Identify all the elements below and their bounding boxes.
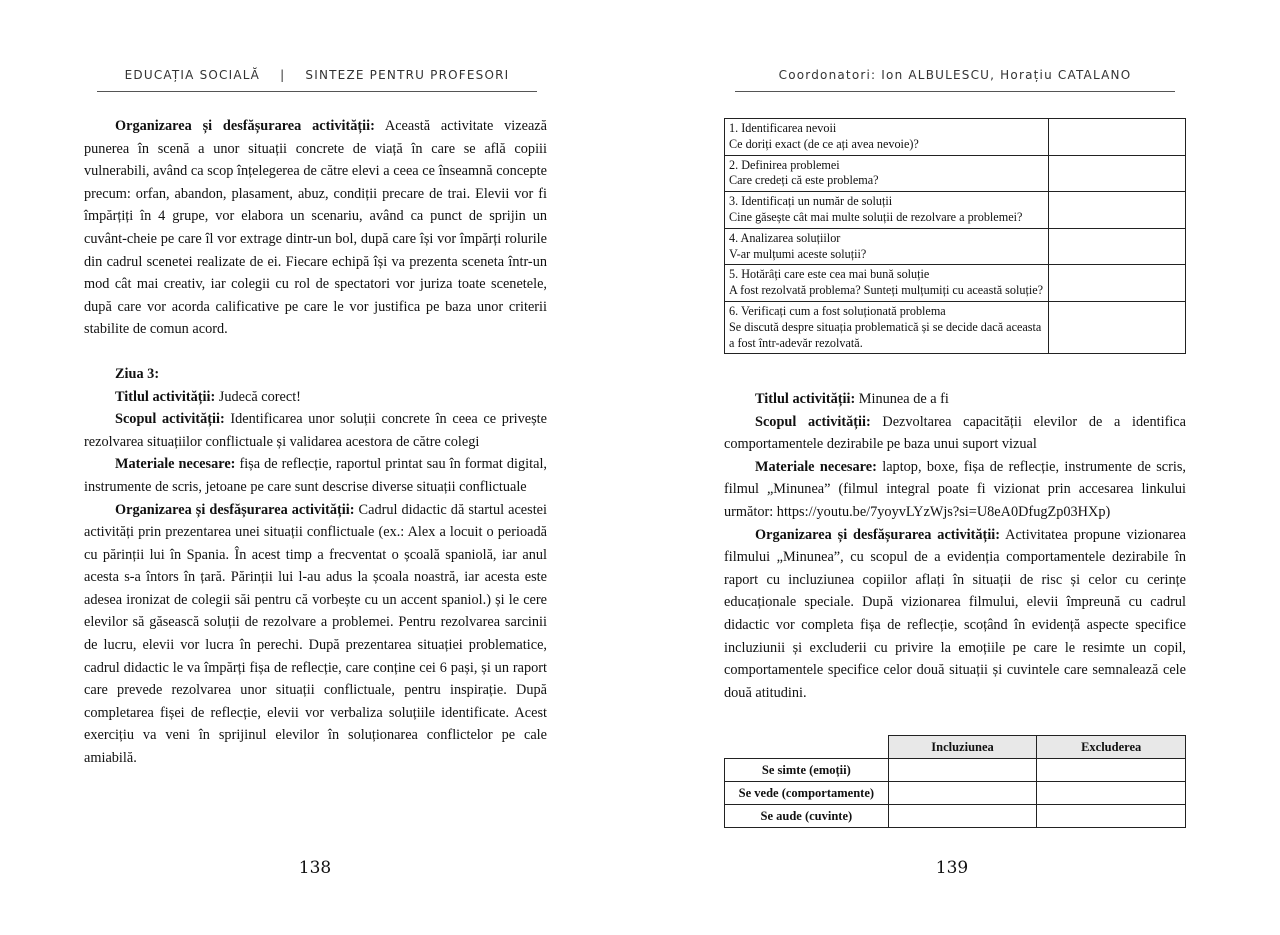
header-rule-left: [97, 91, 537, 92]
org-text: Cadrul didactic dă startul acestei activități prin prezentarea unei situații conflictuale (ex.: Alex a locuit o perioadă cu părinții lui în Spania. În acest timp a frecventat o școală spaniolă, iar anul acesta s-a întors în țară. Părinții lui l-au adus la școala noastră, iar acesta este adesea ironizat de colegii săi pentru că vorbește cu un accent spaniol.) și le cere elevilor să găsească soluții de rezolvare a problemei. Pentru rezolvarea sarcinii de lucru, elevii vor lucra în perechi. După prezentarea situației problematice, cadrul didactic le va împărți fișa de reflecție, care conține cei 6 pași, și un raport care prevede rezolvarea unor situații conflictuale, pentru inspirație. După completarea fișei de reflecție, elevii vor verbaliza soluțiile identificate. Acest exercițiu va veni în sprijinul elevilor în soluționarea conflictelor pe cale amiabilă.: [84, 501, 548, 767]
step-description-cell: [725, 192, 1049, 229]
inclusion-exclusion-table: [724, 735, 1186, 828]
step-answer-cell: [1049, 301, 1186, 353]
table-corner-cell: [725, 736, 889, 759]
paragraph-title: [84, 386, 547, 409]
step-answer-cell: [1049, 228, 1186, 265]
scope-text: Dezvoltarea capacității elevilor de a identifica comportamentele dezirabile pe baza unui suport vizual: [724, 413, 1186, 453]
table-row: [725, 301, 1186, 353]
table-cell-empty: [1037, 805, 1186, 828]
step-answer-cell: [1049, 119, 1186, 156]
step-description-cell: [725, 228, 1049, 265]
row-header-hears: Se aude (cuvinte): [725, 805, 889, 828]
table-row: [725, 759, 1186, 782]
table-cell-empty: [888, 782, 1037, 805]
table-cell-empty: [1037, 759, 1186, 782]
page-number-left: 138: [298, 858, 332, 878]
step-answer-cell: [1049, 155, 1186, 192]
step-question: Ce doriți exact (de ce ați avea nevoie)?: [729, 136, 919, 151]
table-row: [725, 155, 1186, 192]
step-question: Se discută despre situația problematică și se decide dacă aceasta a fost într-adevăr rezolvată.: [729, 319, 1042, 350]
scope-label: Scopul activității:: [755, 413, 871, 430]
paragraph-scope: [84, 408, 547, 453]
left-body-text: [84, 115, 547, 770]
page-number-right: 139: [935, 858, 969, 878]
paragraph-materials: [84, 453, 547, 498]
step-description-cell: [725, 265, 1049, 302]
step-title: 2. Definirea problemei: [729, 157, 840, 172]
paragraph-materials: [724, 456, 1186, 524]
paragraph-scope: [724, 411, 1186, 456]
step-title: 4. Analizarea soluțiilor: [729, 230, 841, 245]
table-row: [725, 782, 1186, 805]
table-row: [725, 805, 1186, 828]
paragraph-organization-intro: [84, 115, 547, 341]
scope-text: Identificarea unor soluții concrete în ceea ce privește rezolvarea situațiilor conflictuale și validarea acestora de către colegi: [84, 411, 547, 450]
step-question: V-ar mulțumi aceste soluții?: [729, 246, 867, 261]
step-title: 5. Hotărâți care este cea mai bună soluție: [729, 267, 930, 282]
step-description-cell: [725, 301, 1049, 353]
organization-label: Organizarea și desfășurarea activității:: [115, 118, 375, 134]
paragraph-title: [724, 388, 1186, 411]
org-label: Organizarea și desfășurarea activității:: [755, 526, 1001, 543]
title-text: Judecă corect!: [215, 388, 301, 405]
step-title: 6. Verificați cum a fost soluționată problema: [729, 303, 946, 318]
step-question: Cine găsește cât mai multe soluții de rezolvare a problemei?: [729, 209, 1023, 224]
table-cell-empty: [888, 805, 1037, 828]
running-head-right: Coordonatori: Ion ALBULESCU, Horațiu CATALANO: [778, 68, 1132, 82]
org-label: Organizarea și desfășurarea activității:: [115, 501, 355, 518]
title-label: Titlul activității:: [755, 391, 856, 407]
title-label: Titlul activității:: [115, 388, 216, 405]
materials-label: Materiale necesare:: [115, 456, 236, 473]
title-text: Minunea de a fi: [855, 391, 949, 407]
table-cell-empty: [1037, 782, 1186, 805]
table-cell-empty: [888, 759, 1037, 782]
paragraph-organization: [84, 499, 547, 770]
materials-text: fișa de reflecție, raportul printat sau în format digital, instrumente de scris, jetoane pe care sunt descrise diverse situații conflictuale: [84, 456, 547, 495]
materials-label: Materiale necesare:: [755, 458, 877, 475]
table-row: [725, 228, 1186, 265]
organization-text: Această activitate vizează punerea în scenă a unor situații concrete de viață în care se află copiii vulnerabili, având ca scop înțelegerea de către elevi a ceea ce înseamnă concepte precum: orfan, abandon, plasament, abuz, condiții precare de trai. Elevii vor fi împărțiți în 4 grupe, vor elabora un scenariu, având ca punct de sprijin un cuvânt-cheie pe care îl vor extrage dintr-un bol, după care își vor împărți rolurile din cadrul scenetei realizate de ei. Fiecare echipă își va prezenta sceneta într-un mod cât mai creativ, iar colegii cu rol de spectatori vor juriza toate scenetele, după care vor acorda calificative pe care le vor justifica pe baza unor criterii stabilite de comun acord.: [84, 118, 547, 338]
step-description-cell: [725, 155, 1049, 192]
column-header-inclusion: Incluziunea: [888, 736, 1037, 759]
step-title: 1. Identificarea nevoii: [729, 121, 837, 135]
reflection-steps-table: [724, 118, 1186, 354]
column-header-exclusion: Excluderea: [1037, 736, 1186, 759]
running-head-left: EDUCAȚIA SOCIALĂ | SINTEZE PENTRU PROFESORI: [124, 68, 510, 82]
table-row: [725, 192, 1186, 229]
step-answer-cell: [1049, 265, 1186, 302]
header-rule-right: [735, 91, 1175, 92]
step-title: 3. Identificați un număr de soluții: [729, 194, 893, 209]
step-question: A fost rezolvată problema? Sunteți mulțumiți cu această soluție?: [729, 283, 1044, 298]
row-header-feels: Se simte (emoții): [725, 759, 889, 782]
table-row: [725, 119, 1186, 156]
table-row: [725, 265, 1186, 302]
step-description-cell: [725, 119, 1049, 156]
materials-text: laptop, boxe, fișa de reflecție, instrumente de scris, filmul „Minunea” (filmul integral poate fi vizionat prin accesarea linkului următor: https://youtu.be/7yoyvLYzWjs?si=U8eA0DfugZp03HXp): [724, 458, 1186, 520]
row-header-sees: Se vede (comportamente): [725, 782, 889, 805]
scope-label: Scopul activității:: [115, 411, 225, 428]
step-answer-cell: [1049, 192, 1186, 229]
paragraph-organization: [724, 524, 1186, 705]
right-page: [640, 0, 1280, 935]
day-heading: Ziua 3:: [115, 365, 160, 382]
right-body-text: [724, 388, 1186, 704]
step-question: Care credeți că este problema?: [729, 173, 879, 188]
org-text: Activitatea propune vizionarea filmului „Minunea”, cu scopul de a evidenția comportamentele dezirabile în raport cu incluziunea copiilor aflați în situații de risc și celor cu cerințe educaționale speciale. După vizionarea filmului, elevii împreună cu cadrul didactic vor completa fișa de reflecție, scoțând în evidență aspecte specifice incluziunii și excluderii cu privire la emoțiile pe care le resimte un copil, comportamentele specifice celor două situații și cuvintele care semnalează cele două atitudini.: [724, 526, 1186, 701]
